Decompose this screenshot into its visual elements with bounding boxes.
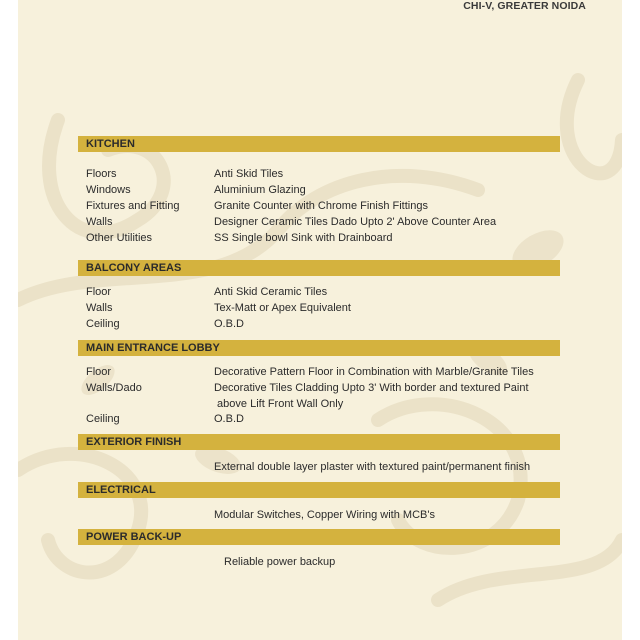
spec-value: Anti Skid Tiles <box>214 168 284 180</box>
spec-value: Designer Ceramic Tiles Dado Upto 2' Above Counter Area <box>214 216 497 228</box>
spec-label: Walls/Dado <box>86 382 142 394</box>
spec-label: Windows <box>86 184 131 196</box>
spec-value: O.B.D <box>214 413 244 425</box>
spec-value: Decorative Pattern Floor in Combination with Marble/Granite Tiles <box>214 366 534 378</box>
spec-value: Reliable power backup <box>224 556 336 568</box>
spec-label: Other Utilities <box>86 232 153 244</box>
section-header-exterior-finish: EXTERIOR FINISH <box>78 434 560 450</box>
section-header-balcony-areas: BALCONY AREAS <box>78 260 560 276</box>
spec-label: Ceiling <box>86 318 120 330</box>
spec-value-continued: above Lift Front Wall Only <box>214 398 344 410</box>
spec-value: Tex-Matt or Apex Equivalent <box>214 302 351 314</box>
spec-label: Fixtures and Fitting <box>86 200 180 212</box>
spec-value: SS Single bowl Sink with Drainboard <box>214 232 393 244</box>
spec-value: Aluminium Glazing <box>214 184 306 196</box>
spec-value: Granite Counter with Chrome Finish Fittings <box>214 200 428 212</box>
project-location: CHI-V, GREATER NOIDA <box>463 0 586 12</box>
spec-label: Walls <box>86 302 113 314</box>
spec-value: Anti Skid Ceramic Tiles <box>214 286 328 298</box>
spec-value: Decorative Tiles Cladding Upto 3' With border and textured Paint <box>214 382 529 394</box>
spec-label: Floors <box>86 168 117 180</box>
spec-value: O.B.D <box>214 318 244 330</box>
spec-label: Ceiling <box>86 413 120 425</box>
spec-value: External double layer plaster with textured paint/permanent finish <box>214 461 531 473</box>
spec-label: Floor <box>86 366 112 378</box>
section-header-kitchen: KITCHEN <box>78 136 560 152</box>
spec-label: Floor <box>86 286 112 298</box>
section-header-power-back-up: POWER BACK-UP <box>78 529 560 545</box>
section-header-main-entrance-lobby: MAIN ENTRANCE LOBBY <box>78 340 560 356</box>
section-header-electrical: ELECTRICAL <box>78 482 560 498</box>
spec-value: Modular Switches, Copper Wiring with MCB's <box>214 509 435 521</box>
brochure-page <box>18 0 622 640</box>
spec-label: Walls <box>86 216 113 228</box>
